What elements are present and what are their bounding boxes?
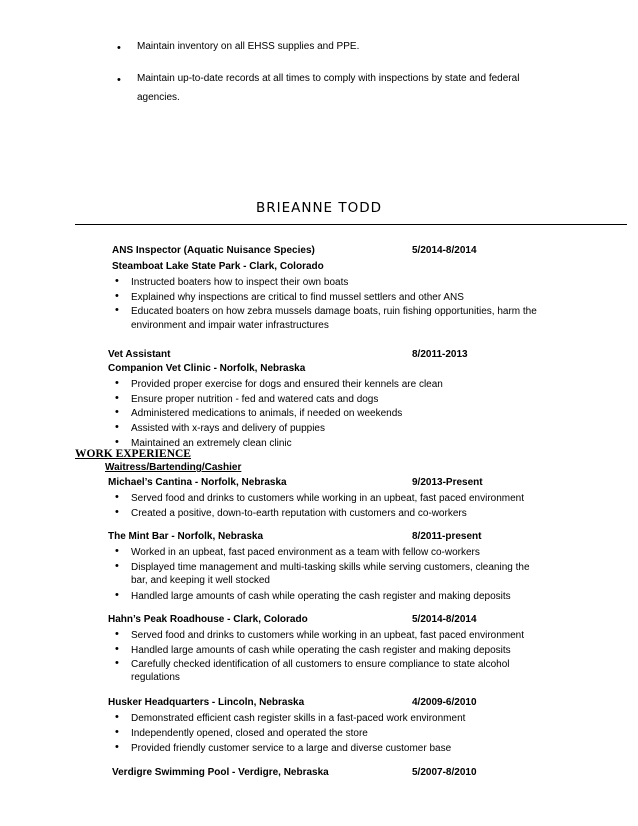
bullet-text: Maintain up-to-date records at all times to comply with inspections by state and federal <box>137 73 520 84</box>
bullet-text: Served food and drinks to customers while working in an upbeat, fast paced environment <box>131 493 524 504</box>
bullet-icon: • <box>117 74 121 86</box>
job-title: Vet Assistant <box>108 349 171 360</box>
bullet-text: Handled large amounts of cash while operating the cash register and making deposits <box>131 591 511 602</box>
candidate-name: BRIEANNE TODD <box>255 200 383 216</box>
bullet-text: Ensure proper nutrition - fed and watered cats and dogs <box>131 394 379 405</box>
bullet-text: Displayed time management and multi-tasking skills while serving customers, cleaning the <box>131 562 530 573</box>
bullet-text: Provided proper exercise for dogs and ensured their kennels are clean <box>131 379 443 390</box>
section-heading: WORK EXPERIENCE <box>75 448 191 460</box>
bullet-icon: • <box>115 506 119 518</box>
bullet-continuation: regulations <box>131 672 180 683</box>
bullet-text: Created a positive, down-to-earth reputation with customers and co-workers <box>131 508 467 519</box>
bullet-icon: • <box>115 657 119 669</box>
subsection-heading: Waitress/Bartending/Cashier <box>105 462 242 473</box>
bullet-continuation: agencies. <box>137 92 180 103</box>
bullet-text: Assisted with x-rays and delivery of puppies <box>131 423 325 434</box>
job-employer: Companion Vet Clinic - Norfolk, Nebraska <box>108 363 306 374</box>
bullet-text: Educated boaters on how zebra mussels damage boats, ruin fishing opportunities, harm the <box>131 306 537 317</box>
divider <box>75 224 627 225</box>
bullet-icon: • <box>115 290 119 302</box>
bullet-text: Worked in an upbeat, fast paced environment as a team with fellow co-workers <box>131 547 480 558</box>
bullet-text: Independently opened, closed and operated the store <box>131 728 368 739</box>
bullet-icon: • <box>115 275 119 287</box>
bullet-icon: • <box>115 304 119 316</box>
bullet-icon: • <box>115 406 119 418</box>
job-dates: 5/2014-8/2014 <box>412 614 477 625</box>
bullet-text: Carefully checked identification of all customers to ensure compliance to state alcohol <box>131 659 510 670</box>
job-dates: 4/2009-6/2010 <box>412 697 477 708</box>
bullet-icon: • <box>117 42 121 54</box>
job-title: Michael’s Cantina - Norfolk, Nebraska <box>108 477 287 488</box>
bullet-text: Instructed boaters how to inspect their own boats <box>131 277 349 288</box>
job-dates: 9/2013-Present <box>412 477 483 488</box>
bullet-text: Maintained an extremely clean clinic <box>131 438 292 449</box>
bullet-text: Provided friendly customer service to a large and diverse customer base <box>131 743 452 754</box>
bullet-text: Administered medications to animals, if needed on weekends <box>131 408 403 419</box>
bullet-text: Explained why inspections are critical to find mussel settlers and other ANS <box>131 292 464 303</box>
bullet-icon: • <box>115 741 119 753</box>
bullet-continuation: bar, and keeping it well stocked <box>131 575 270 586</box>
bullet-icon: • <box>115 589 119 601</box>
job-title: Verdigre Swimming Pool - Verdigre, Nebraska <box>112 767 329 778</box>
bullet-text: Maintain inventory on all EHSS supplies and PPE. <box>137 41 360 52</box>
bullet-icon: • <box>115 643 119 655</box>
job-employer: Steamboat Lake State Park - Clark, Colorado <box>112 261 324 272</box>
bullet-icon: • <box>115 377 119 389</box>
job-title: Husker Headquarters - Lincoln, Nebraska <box>108 697 305 708</box>
job-dates: 5/2014-8/2014 <box>412 245 477 256</box>
job-dates: 8/2011-present <box>412 531 482 542</box>
bullet-icon: • <box>115 421 119 433</box>
bullet-icon: • <box>115 726 119 738</box>
bullet-continuation: environment and impair water infrastructures <box>131 320 329 331</box>
bullet-icon: • <box>115 436 119 448</box>
job-title: Hahn’s Peak Roadhouse - Clark, Colorado <box>108 614 308 625</box>
job-title: ANS Inspector (Aquatic Nuisance Species) <box>112 245 315 256</box>
bullet-icon: • <box>115 545 119 557</box>
bullet-icon: • <box>115 392 119 404</box>
job-dates: 8/2011-2013 <box>412 349 468 360</box>
bullet-icon: • <box>115 491 119 503</box>
job-title: The Mint Bar - Norfolk, Nebraska <box>108 531 264 542</box>
bullet-icon: • <box>115 560 119 572</box>
bullet-text: Demonstrated efficient cash register skills in a fast-paced work environment <box>131 713 466 724</box>
bullet-icon: • <box>115 711 119 723</box>
job-dates: 5/2007-8/2010 <box>412 767 477 778</box>
bullet-text: Served food and drinks to customers while working in an upbeat, fast paced environment <box>131 630 524 641</box>
bullet-text: Handled large amounts of cash while operating the cash register and making deposits <box>131 645 511 656</box>
bullet-icon: • <box>115 628 119 640</box>
